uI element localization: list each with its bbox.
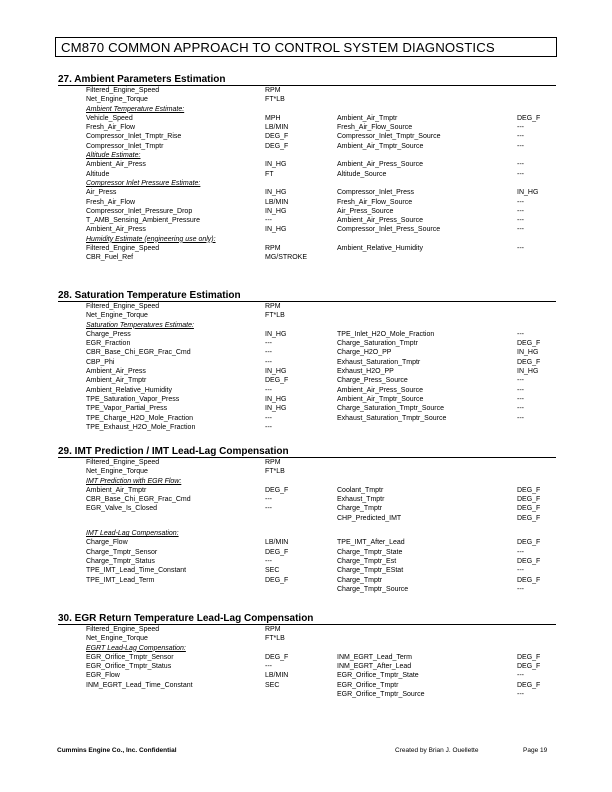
input-unit: RPM: [265, 303, 281, 310]
input-unit: ---: [265, 557, 272, 565]
output-unit: ---: [517, 567, 524, 575]
table-row: [58, 566, 556, 575]
subsection-label: IMT Prediction with EGR Flow:: [86, 477, 182, 485]
table-row: [58, 414, 556, 423]
output-unit: ---: [517, 207, 524, 215]
output-unit: DEG_F: [517, 505, 541, 513]
footer-author: Created by Brian J. Ouellette: [395, 747, 479, 754]
input-signal: Ambient_Air_Press: [86, 161, 146, 169]
table-row: [58, 404, 556, 413]
subsection-label: EGRT Lead-Lag Compensation:: [86, 644, 186, 652]
section-ambient-parameters: [58, 74, 556, 263]
table-row: [58, 160, 556, 169]
output-unit: IN_HG: [517, 189, 539, 197]
output-signal: CHP_Predicted_IMT: [337, 514, 402, 522]
input-signal: Net_Engine_Torque: [86, 312, 148, 320]
input-signal: TPE_Charge_H2O_Mole_Fraction: [86, 414, 193, 422]
input-unit: ---: [265, 349, 272, 357]
output-unit: ---: [517, 414, 524, 422]
input-signal: Ambient_Relative_Humidity: [86, 386, 172, 394]
subsection-heading: [58, 235, 556, 244]
output-signal: Compressor_Inlet_Tmptr_Source: [337, 133, 441, 141]
input-unit: FT*LB: [265, 635, 285, 643]
output-unit: ---: [517, 395, 524, 403]
subsection-heading: [58, 321, 556, 330]
section-saturation-temperature: [58, 290, 556, 432]
input-signal: CBP_Phi: [86, 358, 115, 366]
output-unit: IN_HG: [517, 349, 539, 357]
output-unit: ---: [517, 217, 524, 225]
subsection-heading: [58, 105, 556, 114]
output-unit: DEG_F: [517, 496, 541, 504]
subsection-label: Saturation Temperatures Estimate:: [86, 321, 194, 329]
output-signal: Exhaust_H2O_PP: [337, 368, 394, 376]
section-title: 28. Saturation Temperature Estimation: [58, 290, 556, 302]
input-unit: FT*LB: [265, 96, 285, 104]
input-unit: IN_HG: [265, 368, 287, 376]
input-unit: IN_HG: [265, 330, 287, 338]
input-unit: ---: [265, 217, 272, 225]
input-signal: Filtered_Engine_Speed: [86, 303, 160, 310]
table-row: [58, 395, 556, 404]
subsection-label: Humidity Estimate (engineering use only):: [86, 235, 216, 243]
table-row: [58, 690, 556, 699]
subsection-heading: [58, 477, 556, 486]
table-row: [58, 302, 556, 311]
output-unit: ---: [517, 198, 524, 206]
table-row: [58, 585, 556, 594]
output-signal: Ambient_Air_Tmptr_Source: [337, 395, 424, 403]
output-unit: DEG_F: [517, 653, 541, 661]
input-signal: Compressor_Inlet_Tmptr: [86, 142, 164, 150]
table-row: [58, 225, 556, 234]
input-unit: DEG_F: [265, 653, 289, 661]
table-row: [58, 114, 556, 123]
input-signal: CBR_Base_Chi_EGR_Frac_Cmd: [86, 349, 191, 357]
input-signal: Net_Engine_Torque: [86, 96, 148, 104]
input-unit: ---: [265, 414, 272, 422]
table-row: [58, 198, 556, 207]
input-signal: Charge_Press: [86, 330, 131, 338]
signal-table: [58, 625, 556, 699]
input-signal: Charge_Tmptr_Sensor: [86, 548, 158, 556]
output-unit: ---: [517, 170, 524, 178]
input-unit: IN_HG: [265, 161, 287, 169]
output-signal: Charge_Tmptr: [337, 505, 383, 513]
output-signal: Ambient_Air_Press_Source: [337, 386, 423, 394]
input-unit: IN_HG: [265, 207, 287, 215]
table-row: [58, 216, 556, 225]
input-signal: TPE_IMT_Lead_Term: [86, 576, 155, 584]
input-unit: DEG_F: [265, 142, 289, 150]
input-signal: Altitude: [86, 170, 110, 178]
subsection-heading: [58, 644, 556, 653]
output-unit: DEG_F: [517, 663, 541, 671]
input-unit: IN_HG: [265, 395, 287, 403]
input-signal: Net_Engine_Torque: [86, 635, 148, 643]
input-unit: MPH: [265, 114, 281, 122]
table-row: [58, 495, 556, 504]
input-signal: EGR_Valve_Is_Closed: [86, 505, 158, 513]
input-unit: RPM: [265, 87, 281, 94]
input-unit: LB/MIN: [265, 672, 289, 680]
table-row: [58, 458, 556, 467]
input-unit: FT: [265, 170, 274, 178]
subsection-heading: [58, 529, 556, 538]
table-row: [58, 557, 556, 566]
output-unit: ---: [517, 585, 524, 593]
input-signal: Net_Engine_Torque: [86, 468, 148, 476]
input-signal: CBR_Base_Chi_EGR_Frac_Cmd: [86, 496, 191, 504]
table-row: [58, 386, 556, 395]
section-title: 27. Ambient Parameters Estimation: [58, 74, 556, 86]
subsection-heading: [58, 151, 556, 160]
output-signal: Exhaust_Tmptr: [337, 496, 385, 504]
input-signal: Charge_Flow: [86, 539, 128, 547]
input-unit: IN_HG: [265, 226, 287, 234]
input-signal: TPE_Exhaust_H2O_Mole_Fraction: [86, 423, 196, 431]
input-unit: SEC: [265, 681, 280, 689]
input-signal: CBR_Fuel_Ref: [86, 254, 134, 262]
output-signal: Ambient_Relative_Humidity: [337, 245, 423, 253]
output-signal: Charge_H2O_PP: [337, 349, 392, 357]
input-signal: Fresh_Air_Flow: [86, 198, 136, 206]
output-signal: Charge_Press_Source: [337, 377, 408, 385]
table-row: [58, 188, 556, 197]
table-row: [58, 142, 556, 151]
input-unit: RPM: [265, 459, 281, 466]
output-unit: ---: [517, 386, 524, 394]
input-signal: EGR_Flow: [86, 672, 120, 680]
output-signal: INM_EGRT_Lead_Term: [337, 653, 412, 661]
table-row: [58, 170, 556, 179]
output-signal: Ambient_Air_Tmptr: [337, 114, 398, 122]
output-signal: Coolant_Tmptr: [337, 486, 384, 494]
table-row: [58, 538, 556, 547]
output-signal: Air_Press_Source: [337, 207, 394, 215]
output-signal: Charge_Saturation_Tmptr_Source: [337, 405, 445, 413]
table-row: [58, 330, 556, 339]
section-title: 30. EGR Return Temperature Lead-Lag Compensation: [58, 613, 556, 625]
output-unit: ---: [517, 161, 524, 169]
table-row: [58, 348, 556, 357]
input-signal: Ambient_Air_Press: [86, 368, 146, 376]
input-unit: RPM: [265, 626, 281, 633]
output-unit: ---: [517, 133, 524, 141]
output-unit: ---: [517, 245, 524, 253]
output-signal: TPE_Inlet_H2O_Mole_Fraction: [337, 330, 435, 338]
input-signal: Filtered_Engine_Speed: [86, 245, 160, 253]
section-imt-prediction: [58, 446, 556, 594]
table-row: [58, 339, 556, 348]
table-row: [58, 132, 556, 141]
input-unit: ---: [265, 496, 272, 504]
output-unit: DEG_F: [517, 514, 541, 522]
output-unit: DEG_F: [517, 576, 541, 584]
output-unit: DEG_F: [517, 340, 541, 348]
input-signal: Compressor_Inlet_Pressure_Drop: [86, 207, 193, 215]
input-unit: FT*LB: [265, 312, 285, 320]
output-unit: ---: [517, 142, 524, 150]
output-signal: Altitude_Source: [337, 170, 387, 178]
input-signal: Vehicle_Speed: [86, 114, 133, 122]
subsection-label: Ambient Temperature Estimate:: [86, 105, 185, 113]
output-unit: ---: [517, 377, 524, 385]
input-signal: Ambient_Air_Tmptr: [86, 377, 147, 385]
input-signal: Filtered_Engine_Speed: [86, 626, 160, 633]
output-unit: DEG_F: [517, 681, 541, 689]
output-unit: ---: [517, 330, 524, 338]
subsection-label: IMT Lead-Lag Compensation:: [86, 530, 179, 538]
table-row: [58, 486, 556, 495]
subsection-label: Compressor Inlet Pressure Estimate:: [86, 179, 201, 187]
output-signal: Fresh_Air_Flow_Source: [337, 124, 413, 132]
output-signal: EGR_Orifice_Tmptr_Source: [337, 691, 425, 699]
input-unit: DEG_F: [265, 576, 289, 584]
table-row: [58, 123, 556, 132]
output-unit: DEG_F: [517, 539, 541, 547]
table-row: [58, 244, 556, 253]
output-signal: Exhaust_Saturation_Tmptr: [337, 358, 421, 366]
input-signal: Compressor_Inlet_Tmptr_Rise: [86, 133, 182, 141]
input-signal: Air_Press: [86, 189, 117, 197]
input-signal: TPE_Vapor_Partial_Press: [86, 405, 168, 413]
output-signal: Fresh_Air_Flow_Source: [337, 198, 413, 206]
page-title: CM870 COMMON APPROACH TO CONTROL SYSTEM DIAGNOSTICS: [61, 40, 495, 55]
output-signal: Charge_Tmptr_State: [337, 548, 403, 556]
table-row: [58, 423, 556, 432]
output-signal: Compressor_Inlet_Press_Source: [337, 226, 441, 234]
input-signal: Filtered_Engine_Speed: [86, 87, 160, 94]
input-unit: ---: [265, 423, 272, 431]
input-unit: ---: [265, 358, 272, 366]
output-unit: DEG_F: [517, 358, 541, 366]
output-signal: Charge_Saturation_Tmptr: [337, 340, 418, 348]
input-unit: ---: [265, 663, 272, 671]
subsection-heading: [58, 179, 556, 188]
input-signal: Ambient_Air_Tmptr: [86, 486, 147, 494]
input-signal: TPE_IMT_Lead_Time_Constant: [86, 567, 187, 575]
table-row: [58, 311, 556, 320]
input-signal: TPE_Saturation_Vapor_Press: [86, 395, 180, 403]
table-row: [58, 653, 556, 662]
footer-page-number: Page 19: [523, 747, 548, 754]
footer-confidential: Cummins Engine Co., Inc. Confidential: [57, 747, 177, 754]
input-unit: ---: [265, 386, 272, 394]
output-signal: Charge_Tmptr_Est: [337, 557, 397, 565]
table-row: [58, 367, 556, 376]
table-row: [58, 86, 556, 95]
section-egr-return-temperature: [58, 613, 556, 699]
output-signal: INM_EGRT_After_Lead: [337, 663, 412, 671]
output-signal: Charge_Tmptr_Source: [337, 585, 409, 593]
output-signal: Ambient_Air_Press_Source: [337, 217, 423, 225]
table-row: [58, 467, 556, 476]
input-unit: DEG_F: [265, 548, 289, 556]
table-row: [58, 358, 556, 367]
input-unit: ---: [265, 505, 272, 513]
input-signal: T_AMB_Sensing_Ambient_Pressure: [86, 217, 201, 225]
table-row: [58, 634, 556, 643]
table-row: [58, 548, 556, 557]
input-unit: LB/MIN: [265, 539, 289, 547]
output-unit: ---: [517, 672, 524, 680]
output-signal: TPE_IMT_After_Lead: [337, 539, 405, 547]
signal-table: [58, 302, 556, 432]
input-unit: DEG_F: [265, 377, 289, 385]
output-signal: Ambient_Air_Press_Source: [337, 161, 423, 169]
input-signal: Filtered_Engine_Speed: [86, 459, 160, 466]
table-row: [58, 625, 556, 634]
input-signal: EGR_Orifice_Tmptr_Sensor: [86, 653, 174, 661]
table-row: [58, 376, 556, 385]
output-unit: ---: [517, 691, 524, 699]
input-unit: IN_HG: [265, 189, 287, 197]
input-unit: FT*LB: [265, 468, 285, 476]
table-row: [58, 253, 556, 262]
table-row: [58, 514, 556, 523]
table-row: [58, 681, 556, 690]
output-unit: DEG_F: [517, 557, 541, 565]
table-row: [58, 95, 556, 104]
output-unit: ---: [517, 124, 524, 132]
input-unit: DEG_F: [265, 133, 289, 141]
signal-table: [58, 86, 556, 263]
output-signal: Charge_Tmptr_EStat: [337, 567, 404, 575]
input-signal: INM_EGRT_Lead_Time_Constant: [86, 681, 193, 689]
input-unit: DEG_F: [265, 486, 289, 494]
output-signal: EGR_Orifice_Tmptr: [337, 681, 399, 689]
table-row: [58, 576, 556, 585]
input-unit: LB/MIN: [265, 198, 289, 206]
output-signal: Ambient_Air_Tmptr_Source: [337, 142, 424, 150]
input-unit: LB/MIN: [265, 124, 289, 132]
input-signal: Charge_Tmptr_Status: [86, 557, 155, 565]
output-unit: ---: [517, 548, 524, 556]
output-unit: DEG_F: [517, 486, 541, 494]
section-title: 29. IMT Prediction / IMT Lead-Lag Compensation: [58, 446, 556, 458]
input-unit: RPM: [265, 245, 281, 253]
page-header: [55, 37, 557, 57]
subsection-label: Altitude Estimate:: [86, 152, 141, 160]
input-unit: ---: [265, 340, 272, 348]
signal-table: [58, 458, 556, 594]
output-signal: Exhaust_Saturation_Tmptr_Source: [337, 414, 447, 422]
input-signal: EGR_Orifice_Tmptr_Status: [86, 663, 172, 671]
input-signal: Ambient_Air_Press: [86, 226, 146, 234]
output-unit: ---: [517, 405, 524, 413]
input-signal: Fresh_Air_Flow: [86, 124, 136, 132]
table-row: [58, 504, 556, 513]
table-row: [58, 207, 556, 216]
input-signal: EGR_Fraction: [86, 340, 131, 348]
output-unit: DEG_F: [517, 114, 541, 122]
output-signal: EGR_Orifice_Tmptr_State: [337, 672, 419, 680]
output-signal: Charge_Tmptr: [337, 576, 383, 584]
input-unit: IN_HG: [265, 405, 287, 413]
output-unit: IN_HG: [517, 368, 539, 376]
input-unit: SEC: [265, 567, 280, 575]
output-signal: Compressor_Inlet_Press: [337, 189, 415, 197]
table-row: [58, 662, 556, 671]
input-unit: MG/STROKE: [265, 254, 308, 262]
output-unit: ---: [517, 226, 524, 234]
table-row: [58, 671, 556, 680]
